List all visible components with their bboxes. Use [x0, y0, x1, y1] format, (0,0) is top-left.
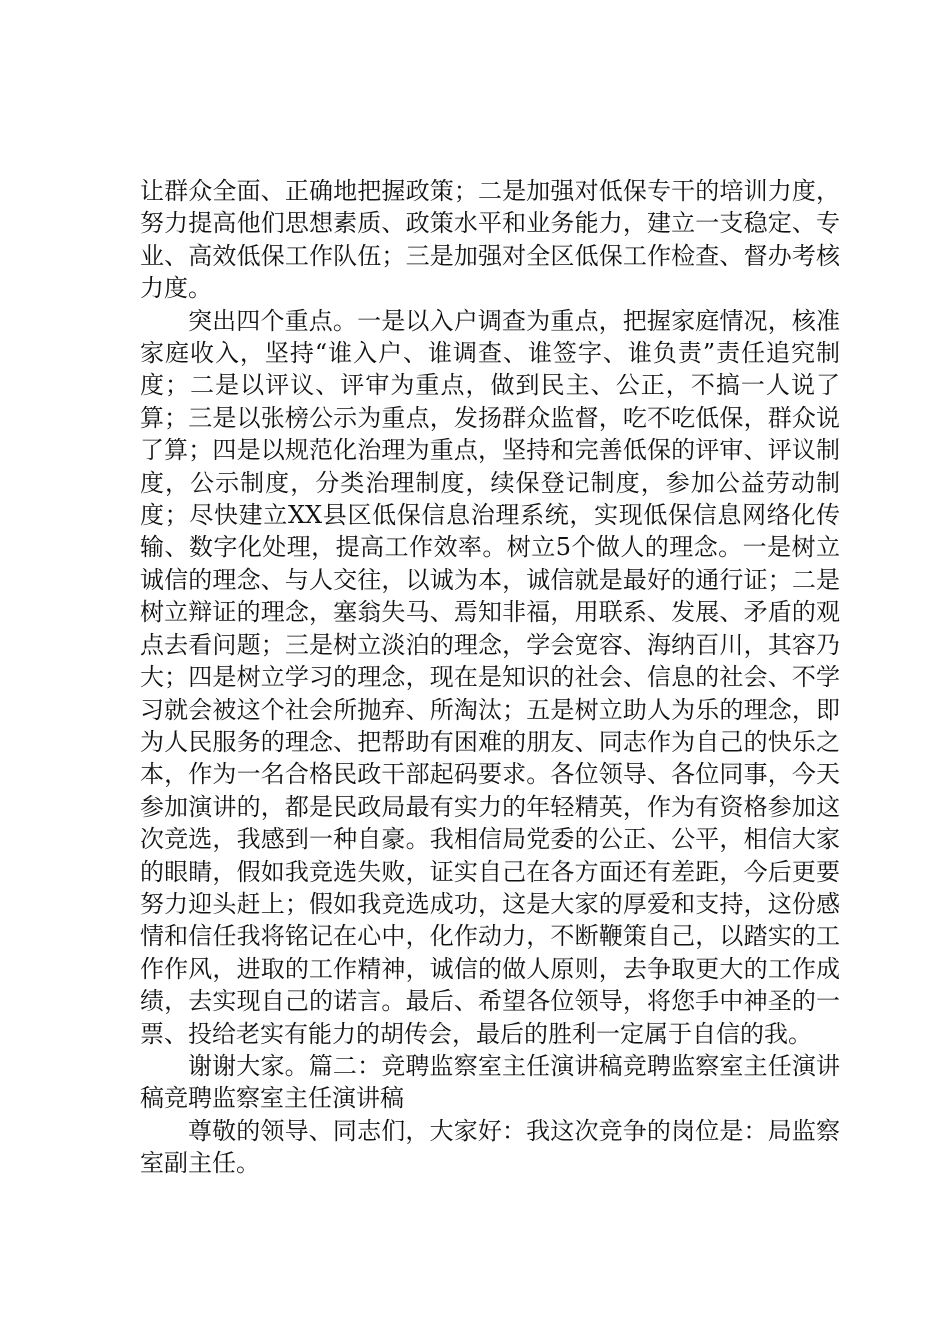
paragraph-3: 谢谢大家。篇二：竞聘监察室主任演讲稿竞聘监察室主任演讲稿竞聘监察室主任演讲稿 — [140, 1051, 840, 1113]
paragraph-2: 突出四个重点。一是以入户调查为重点，把握家庭情况，核准家庭收入，坚持“谁入户、谁调查、谁签字、谁负责”责任追究制度；二是以评议、评审为重点，做到民主、公正，不搞一人说了算；三是以张榜公示为重点，发扬群众监督，吃不吃低保，群众说了算；四是以规范化治理为重点，坚持和完善低保的评审、评议制度，公示制度，分类治理制度，续保登记制度，参加公益劳动制度；尽快建立XX县区低保信息治理系统，实现低保信息网络化传输、数字化处理，提高工作效率。树立5个做人的理念。一是树立诚信的理念、与人交往，以诚为本，诚信就是最好的通行证；二是树立辩证的理念，塞翁失马、焉知非福，用联系、发展、矛盾的观点去看问题；三是树立淡泊的理念，学会宽容、海纳百川，其容乃大；四是树立学习的理念，现在是知识的社会、信息的社会、不学习就会被这个社会所抛弃、所淘汰；五是树立助人为乐的理念，即为人民服务的理念、把帮助有困难的朋友、同志作为自己的快乐之本，作为一名合格民政干部起码要求。各位领导、各位同事，今天参加演讲的，都是民政局最有实力的年轻精英，作为有资格参加这次竞选，我感到一种自豪。我相信局党委的公正、公平，相信大家的眼睛，假如我竞选失败，证实自己在各方面还有差距，今后更要努力迎头赶上；假如我竞选成功，这是大家的厚爱和支持，这份感情和信任我将铭记在心中，化作动力，不断鞭策自己，以踏实的工作作风，进取的工作精神，诚信的做人原则，去争取更大的工作成绩，去实现自己的诺言。最后、希望各位领导，将您手中神圣的一票、投给老实有能力的胡传会，最后的胜利一定属于自信的我。 — [140, 306, 840, 1048]
paragraph-4: 尊敬的领导、同志们，大家好：我这次竞争的岗位是：局监察室副主任。 — [140, 1116, 840, 1178]
paragraph-1: 让群众全面、正确地把握政策；二是加强对低保专干的培训力度，努力提高他们思想素质、政策水平和业务能力，建立一支稳定、专业、高效低保工作队伍；三是加强对全区低保工作检查、督办考核力度。 — [140, 177, 840, 303]
document-body — [140, 175, 840, 1180]
